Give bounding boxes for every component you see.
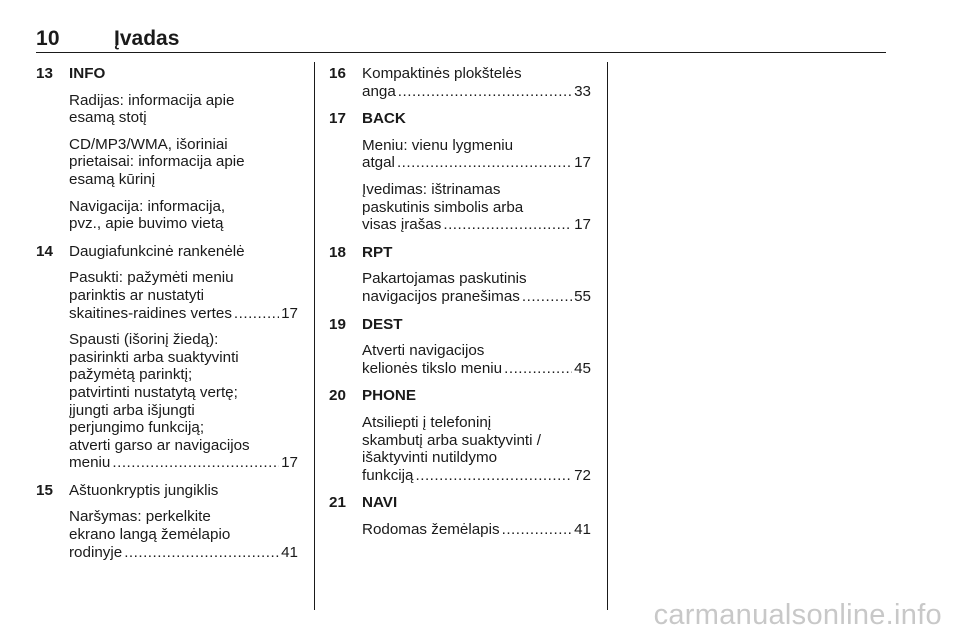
text-line: pvz., apie buvimo vietą: [69, 215, 224, 233]
page-reference: [362, 216, 591, 234]
text-line: Atsiliepti į telefoninį: [362, 413, 492, 431]
entry-description: [69, 198, 298, 233]
text-line: skambutį arba suaktyvinti /: [362, 431, 541, 449]
text-line: įjungti arba išjungti: [69, 401, 195, 419]
page-ref-number: 72: [574, 466, 591, 484]
dot-leader: [502, 521, 573, 539]
text-line: atgal: [362, 154, 395, 172]
entry-title: RPT: [362, 243, 393, 261]
entry-description: [362, 521, 591, 539]
page-reference: [362, 83, 591, 101]
text-line: parinktis ar nustatyti: [69, 286, 205, 304]
text-line: Įvedimas: ištrinamas: [362, 180, 501, 198]
page-ref-number: 17: [574, 216, 591, 234]
dot-leader: [124, 544, 279, 562]
column-left: [36, 65, 298, 571]
entry-number: 14: [36, 242, 53, 260]
text-line: skaitines-raidines vertes: [69, 304, 232, 322]
entry-title: Daugiafunkcinė rankenėlė: [69, 242, 245, 260]
page-reference: [69, 454, 298, 472]
text-line: funkciją: [362, 466, 414, 484]
entry-19-dest: [329, 316, 591, 378]
text-line: patvirtinti nustatytą vertę;: [69, 383, 238, 401]
page-ref-number: 17: [281, 454, 298, 472]
text-line: Rodomas žemėlapis: [362, 520, 500, 538]
entry-description: [362, 270, 591, 305]
text-line: ekrano langą žemėlapio: [69, 526, 231, 544]
text-line: perjungimo funkciją;: [69, 419, 205, 437]
text-line: Pakartojamas paskutinis: [362, 270, 527, 288]
text-line: kelionės tikslo meniu: [362, 359, 503, 377]
entry-number: 19: [329, 315, 346, 333]
page-ref-number: 45: [574, 359, 591, 377]
text-line: Radijas: informacija apie: [69, 91, 235, 109]
entry-number: 15: [36, 481, 53, 499]
text-line: Navigacija: informacija,: [69, 197, 226, 215]
entry-14-multifunction-knob: [36, 243, 298, 472]
page-reference: [69, 544, 298, 562]
entry-title: BACK: [362, 110, 406, 128]
text-line: rodinyje: [69, 543, 123, 561]
entry-description: [69, 92, 298, 127]
page-reference: [362, 360, 591, 378]
page-reference: [362, 288, 591, 306]
entry-description: [362, 181, 591, 234]
column-divider-2: [607, 62, 608, 610]
entry-number: 13: [36, 65, 53, 82]
text-line: esamą kūrinį: [69, 170, 156, 188]
dot-leader: [443, 216, 572, 234]
watermark-text: carmanualsonline.info: [653, 599, 942, 631]
entry-title: INFO: [69, 65, 106, 82]
page-reference: [362, 467, 591, 485]
text-line: Atverti navigacijos: [362, 342, 485, 360]
page-reference: [69, 305, 298, 323]
page-ref-number: 17: [574, 154, 591, 172]
entry-title: NAVI: [362, 494, 398, 512]
entry-description: [69, 269, 298, 322]
dot-leader: [398, 83, 572, 101]
entry-number: 20: [329, 387, 346, 405]
entry-title: PHONE: [362, 387, 417, 405]
page-ref-number: 55: [574, 287, 591, 305]
text-line: Naršymas: perkelkite: [69, 508, 211, 526]
text-line: esamą stotį: [69, 109, 147, 127]
page-number: 10: [36, 27, 60, 50]
text-line: atverti garso ar navigacijos: [69, 436, 250, 454]
dot-leader: [522, 288, 572, 306]
page-reference: [362, 154, 591, 172]
text-line: Pasukti: pažymėti meniu: [69, 269, 234, 287]
dot-leader: [416, 467, 573, 485]
entry-description: [69, 136, 298, 189]
entry-description: [69, 331, 298, 472]
entry-description: [362, 414, 591, 484]
entry-21-navi: [329, 494, 591, 538]
entry-number: 17: [329, 110, 346, 128]
column-divider-1: [314, 62, 315, 610]
text-line: anga: [362, 82, 396, 100]
text-line: prietaisai: informacija apie: [69, 153, 245, 171]
dot-leader: [112, 454, 279, 472]
entry-title: DEST: [362, 315, 403, 333]
text-line: Meniu: vienu lygmeniu: [362, 136, 514, 154]
text-line: CD/MP3/WMA, išoriniai: [69, 135, 228, 153]
entry-16-cd-slot: [329, 65, 591, 100]
page-ref-number: 41: [574, 520, 591, 538]
entry-description: [69, 508, 298, 561]
text-line: Kompaktinės plokštelės: [362, 65, 522, 82]
entry-15-eight-way-switch: [36, 482, 298, 561]
entry-number: 16: [329, 65, 346, 82]
page-header: [36, 22, 886, 53]
entry-13-info: [36, 65, 298, 233]
entry-title: Aštuonkryptis jungiklis: [69, 481, 219, 499]
dot-leader: [397, 154, 572, 172]
entry-number: 21: [329, 494, 346, 512]
entry-description: [362, 342, 591, 377]
page-reference: [362, 521, 591, 539]
text-line: pasirinkti arba suaktyvinti: [69, 348, 239, 366]
page-ref-number: 41: [281, 543, 298, 561]
text-line: navigacijos pranešimas: [362, 287, 520, 305]
text-line: Spausti (išorinį žiedą):: [69, 331, 219, 349]
text-line: paskutinis simbolis arba: [362, 198, 524, 216]
text-line: išaktyvinti nutildymo: [362, 449, 498, 467]
entry-17-back: [329, 110, 591, 234]
dot-leader: [504, 360, 572, 378]
page-ref-number: 33: [574, 82, 591, 100]
entry-18-rpt: [329, 244, 591, 306]
entry-20-phone: [329, 387, 591, 484]
column-middle: [329, 65, 591, 548]
text-line: meniu: [69, 454, 111, 472]
dot-leader: [234, 305, 279, 323]
page-title: Įvadas: [114, 27, 180, 50]
entry-number: 18: [329, 243, 346, 261]
text-line: visas įrašas: [362, 216, 442, 234]
text-line: pažymėtą parinktį;: [69, 366, 193, 384]
page-ref-number: 17: [281, 304, 298, 322]
entry-description: [362, 137, 591, 172]
